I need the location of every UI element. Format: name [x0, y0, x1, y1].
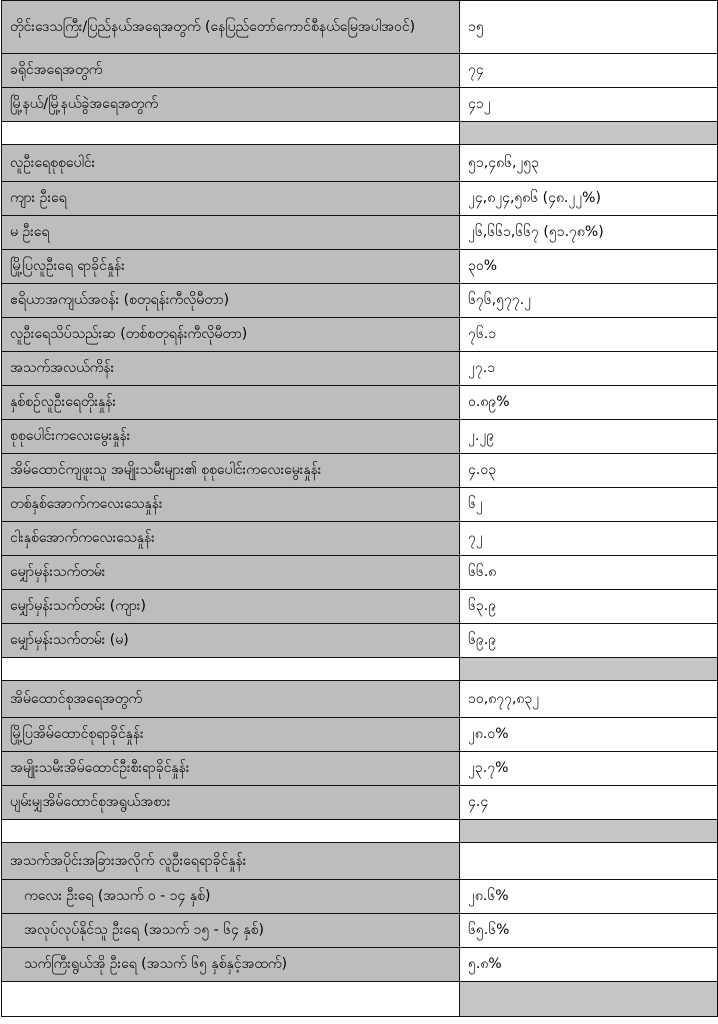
- row-value: [460, 843, 718, 880]
- table-row: [2, 718, 718, 752]
- row-value: ၁၅: [460, 1, 718, 54]
- table-row: [2, 624, 718, 658]
- row-value: [460, 122, 718, 145]
- row-value: ၂၇.၁: [460, 352, 718, 386]
- row-label: မျှော်မှန်းသက်တမ်း (မ): [2, 624, 460, 658]
- spacer-row: [2, 982, 718, 1017]
- table-row: [2, 352, 718, 386]
- table-row: [2, 88, 718, 122]
- row-value: ၆၅.၆%: [460, 914, 718, 948]
- table-row: [2, 948, 718, 982]
- table-row: [2, 488, 718, 522]
- spacer-row: [2, 658, 718, 681]
- census-summary-table: [1, 0, 718, 1017]
- row-value: ၂၄,၈၂၄,၅၈၆ (၄၈.၂၂%): [460, 182, 718, 216]
- table-row: [2, 318, 718, 352]
- row-label: အမျိုးသမီးအိမ်ထောင်ဦးစီးရာခိုင်နှုန်း: [2, 752, 460, 786]
- row-label: ပျမ်းမျှအိမ်ထောင်စုအရွယ်အစား: [2, 786, 460, 820]
- table-row: [2, 786, 718, 820]
- table-row: [2, 250, 718, 284]
- row-label: [2, 820, 460, 843]
- row-value: ၂၃.၇%: [460, 752, 718, 786]
- row-label: စုစုပေါင်းကလေးမွေးနှုန်း: [2, 420, 460, 454]
- table-row: [2, 522, 718, 556]
- row-value: ၄.၄: [460, 786, 718, 820]
- table-row: [2, 145, 718, 182]
- row-value: ၂၈.၆%: [460, 880, 718, 914]
- table-row: [2, 843, 718, 880]
- table-row: [2, 590, 718, 624]
- table-row: [2, 914, 718, 948]
- row-value: ၅၁,၄၈၆,၂၅၃: [460, 145, 718, 182]
- row-label: တစ်နှစ်အောက်ကလေးသေနှုန်း: [2, 488, 460, 522]
- table-row: [2, 284, 718, 318]
- row-label: သက်ကြီးရွယ်အို ဦးရေ (အသက် ၆၅ နှစ်နှင့်အထက်): [2, 948, 460, 982]
- row-value: ၁၀,၈၇၇,၈၃၂: [460, 681, 718, 718]
- table-row: [2, 556, 718, 590]
- table-row: [2, 54, 718, 88]
- row-value: ၆၂: [460, 488, 718, 522]
- row-label: မ ဦးရေ: [2, 216, 460, 250]
- table-row: [2, 454, 718, 488]
- row-label: အိမ်ထောင်စုအရေအတွက်: [2, 681, 460, 718]
- row-value: ၃၀%: [460, 250, 718, 284]
- row-value: ၀.၈၉%: [460, 386, 718, 420]
- row-value: ၆၉.၉: [460, 624, 718, 658]
- row-label: မြို့နယ်/မြို့နယ်ခွဲအရေအတွက်: [2, 88, 460, 122]
- row-label: အလုပ်လုပ်နိုင်သူ ဦးရေ (အသက် ၁၅ - ၆၄ နှစ်): [2, 914, 460, 948]
- row-label: တိုင်းဒေသကြီး/ပြည်နယ်အရေအတွက် (နေပြည်တော်ကောင်စီနယ်မြေအပါအဝင်): [2, 1, 460, 54]
- row-label: [2, 982, 460, 1017]
- table-row: [2, 880, 718, 914]
- row-value: [460, 982, 718, 1017]
- row-value: [460, 658, 718, 681]
- row-label: နှစ်စဉ်လူဦးရေတိုးနှုန်း: [2, 386, 460, 420]
- table-row: [2, 1, 718, 54]
- row-label: လူဦးရေသိပ်သည်းဆ (တစ်စတုရန်းကီလိုမီတာ): [2, 318, 460, 352]
- row-label: အိမ်ထောင်ကျဖူးသူ အမျိုးသမီးများ၏ စုစုပေါင်းကလေးမွေးနှုန်း: [2, 454, 460, 488]
- row-value: ၆၃.၉: [460, 590, 718, 624]
- row-value: ၆၇၆,၅၇၇.၂: [460, 284, 718, 318]
- row-label: ဧရိယာအကျယ်အဝန်း (စတုရန်းကီလိုမီတာ): [2, 284, 460, 318]
- row-label: [2, 658, 460, 681]
- row-label: အသက်အလယ်ကိန်း: [2, 352, 460, 386]
- row-value: ၇၄: [460, 54, 718, 88]
- row-label: မြို့ပြအိမ်ထောင်စုရာခိုင်နှုန်း: [2, 718, 460, 752]
- row-value: ၇၆.၁: [460, 318, 718, 352]
- table-row: [2, 182, 718, 216]
- row-value: ၂.၂၉: [460, 420, 718, 454]
- row-value: ၄.၀၃: [460, 454, 718, 488]
- row-value: [460, 820, 718, 843]
- table-row: [2, 752, 718, 786]
- row-value: ၅.၈%: [460, 948, 718, 982]
- row-label: လူဦးရေစုစုပေါင်း: [2, 145, 460, 182]
- row-label: ကလေး ဦးရေ (အသက် ၀ - ၁၄ နှစ်): [2, 880, 460, 914]
- row-label: [2, 122, 460, 145]
- row-label: မြို့ပြလူဦးရေ ရာခိုင်နှုန်း: [2, 250, 460, 284]
- row-value: ၆၆.၈: [460, 556, 718, 590]
- row-value: ၂၆,၆၆၁,၆၆၇ (၅၁.၇၈%): [460, 216, 718, 250]
- table-row: [2, 420, 718, 454]
- row-label: မျှော်မှန်းသက်တမ်း (ကျား): [2, 590, 460, 624]
- row-label: ကျား ဦးရေ: [2, 182, 460, 216]
- table-row: [2, 386, 718, 420]
- row-value: ၇၂: [460, 522, 718, 556]
- row-value: ၄၁၂: [460, 88, 718, 122]
- row-value: ၂၈.၀%: [460, 718, 718, 752]
- spacer-row: [2, 122, 718, 145]
- table-row: [2, 681, 718, 718]
- table-row: [2, 216, 718, 250]
- spacer-row: [2, 820, 718, 843]
- row-label: မျှော်မှန်းသက်တမ်း: [2, 556, 460, 590]
- row-label: ခရိုင်အရေအတွက်: [2, 54, 460, 88]
- row-label: အသက်အပိုင်းအခြားအလိုက် လူဦးရေရာခိုင်နှုန်း: [2, 843, 460, 880]
- row-label: ငါးနှစ်အောက်ကလေးသေနှုန်း: [2, 522, 460, 556]
